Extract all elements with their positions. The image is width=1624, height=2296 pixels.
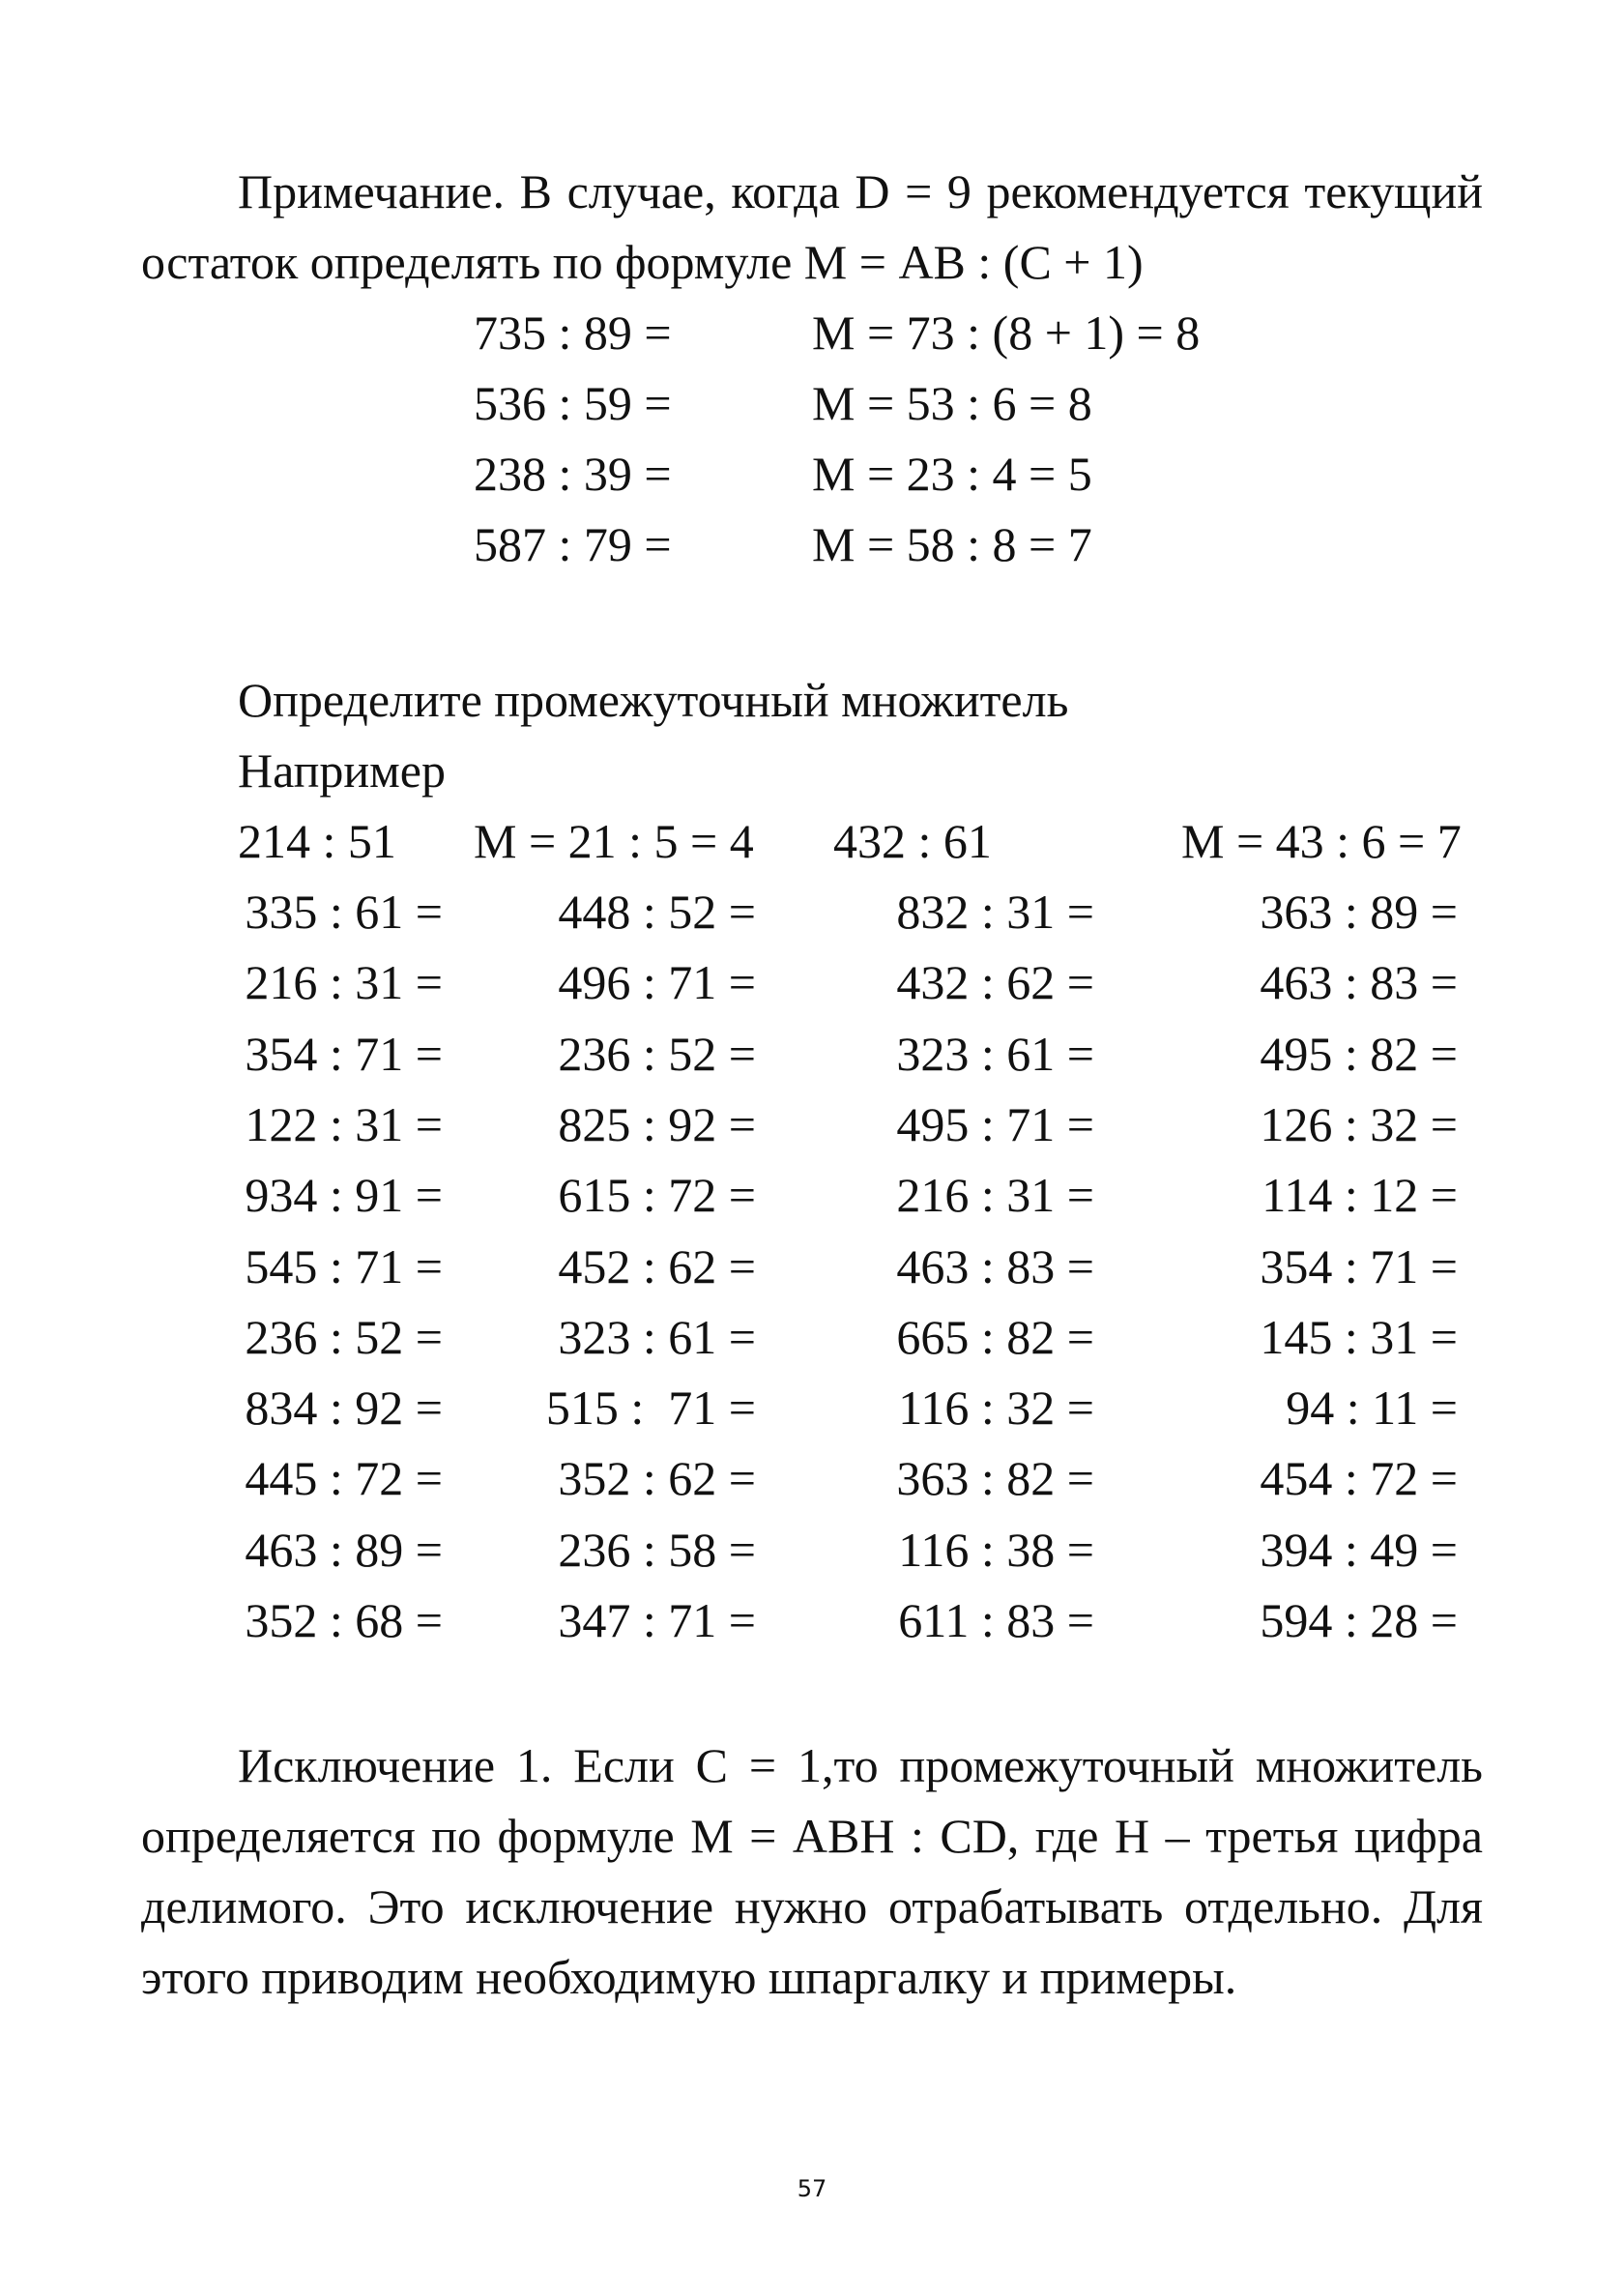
exercise-cell: 323 : 61 = (896, 1027, 1094, 1081)
exercise-cell: 832 : 31 = (896, 885, 1094, 939)
exercise-cell: 363 : 89 = (1260, 885, 1458, 939)
note-example-result: М = 23 : 4 = 5 (812, 447, 1092, 501)
exercise-cell: 347 : 71 = (558, 1593, 756, 1647)
note-example-result: М = 58 : 8 = 7 (812, 517, 1092, 571)
note-line-1: Примечание. В случае, когда D = 9 рекомендуется текущий (238, 164, 1483, 218)
exercise-cell: 463 : 89 = (245, 1523, 443, 1577)
exercise-cell: 352 : 68 = (245, 1593, 443, 1647)
exercise-cell: 454 : 72 = (1260, 1451, 1458, 1505)
exercise-cell: 594 : 28 = (1260, 1593, 1458, 1647)
exercise-cell: 432 : 62 = (896, 955, 1094, 1009)
note-example-expr: 536 : 59 = (474, 376, 672, 430)
exception-line-3: делимого. Это исключение нужно отрабатывать отдельно. Для (141, 1879, 1483, 1933)
note-line-2: остаток определять по формуле М = АВ : (С + 1) (141, 235, 1144, 289)
exercise-cell: 934 : 91 = (245, 1168, 443, 1222)
note-example-result: М = 73 : (8 + 1) = 8 (812, 305, 1201, 360)
exercise-cell: 126 : 32 = (1260, 1097, 1458, 1151)
exception-line-1: Исключение 1. Если С = 1,то промежуточный множитель (238, 1738, 1483, 1792)
exercise-cell: 448 : 52 = (558, 885, 756, 939)
example-expr: 432 : 61 (833, 814, 992, 868)
example-expr: 214 : 51 (238, 814, 396, 868)
exercise-cell: 615 : 72 = (558, 1168, 756, 1222)
exercise-cell: 825 : 92 = (558, 1097, 756, 1151)
note-example-result: М = 53 : 6 = 8 (812, 376, 1092, 430)
exercise-cell: 216 : 31 = (896, 1168, 1094, 1222)
exercise-cell: 545 : 71 = (245, 1239, 443, 1293)
exercise-cell: 236 : 52 = (245, 1310, 443, 1364)
task-heading: Определите промежуточный множитель (238, 673, 1069, 727)
exercise-cell: 463 : 83 = (896, 1239, 1094, 1293)
exercise-cell: 611 : 83 = (898, 1593, 1094, 1647)
exercise-cell: 665 : 82 = (896, 1310, 1094, 1364)
exercise-cell: 463 : 83 = (1260, 955, 1458, 1009)
exercise-cell: 352 : 62 = (558, 1451, 756, 1505)
exercise-cell: 354 : 71 = (245, 1027, 443, 1081)
exercise-cell: 363 : 82 = (896, 1451, 1094, 1505)
exception-line-4: этого приводим необходимую шпаргалку и примеры. (141, 1950, 1237, 2004)
exercise-cell: 515 : 71 = (545, 1381, 756, 1435)
task-example-label: Например (238, 743, 446, 798)
exception-line-2: определяется по формуле М = АВН : CD, где Н – третья цифра (141, 1809, 1483, 1863)
exercise-cell: 236 : 52 = (558, 1027, 756, 1081)
exercise-cell: 335 : 61 = (245, 885, 443, 939)
exercise-cell: 452 : 62 = (558, 1239, 756, 1293)
exercise-cell: 834 : 92 = (245, 1381, 443, 1435)
exercise-cell: 116 : 32 = (898, 1381, 1094, 1435)
note-example-expr: 735 : 89 = (474, 305, 672, 360)
exercise-cell: 216 : 31 = (245, 955, 443, 1009)
exercise-cell: 236 : 58 = (558, 1523, 756, 1577)
exercise-cell: 495 : 82 = (1260, 1027, 1458, 1081)
exercise-cell: 116 : 38 = (898, 1523, 1094, 1577)
example-result: М = 43 : 6 = 7 (1181, 814, 1462, 868)
exercise-cell: 94 : 11 = (1286, 1381, 1458, 1435)
exercise-cell: 145 : 31 = (1260, 1310, 1458, 1364)
exercise-cell: 114 : 12 = (1262, 1168, 1458, 1222)
exercise-cell: 323 : 61 = (558, 1310, 756, 1364)
note-example-expr: 587 : 79 = (474, 517, 672, 571)
example-result: М = 21 : 5 = 4 (474, 814, 754, 868)
exercise-cell: 445 : 72 = (245, 1451, 443, 1505)
page-number: 57 (797, 2175, 827, 2202)
exercise-cell: 394 : 49 = (1260, 1523, 1458, 1577)
exercise-cell: 495 : 71 = (896, 1097, 1094, 1151)
exercise-cell: 354 : 71 = (1260, 1239, 1458, 1293)
exercise-cell: 496 : 71 = (558, 955, 756, 1009)
note-example-expr: 238 : 39 = (474, 447, 672, 501)
exercise-cell: 122 : 31 = (245, 1097, 443, 1151)
